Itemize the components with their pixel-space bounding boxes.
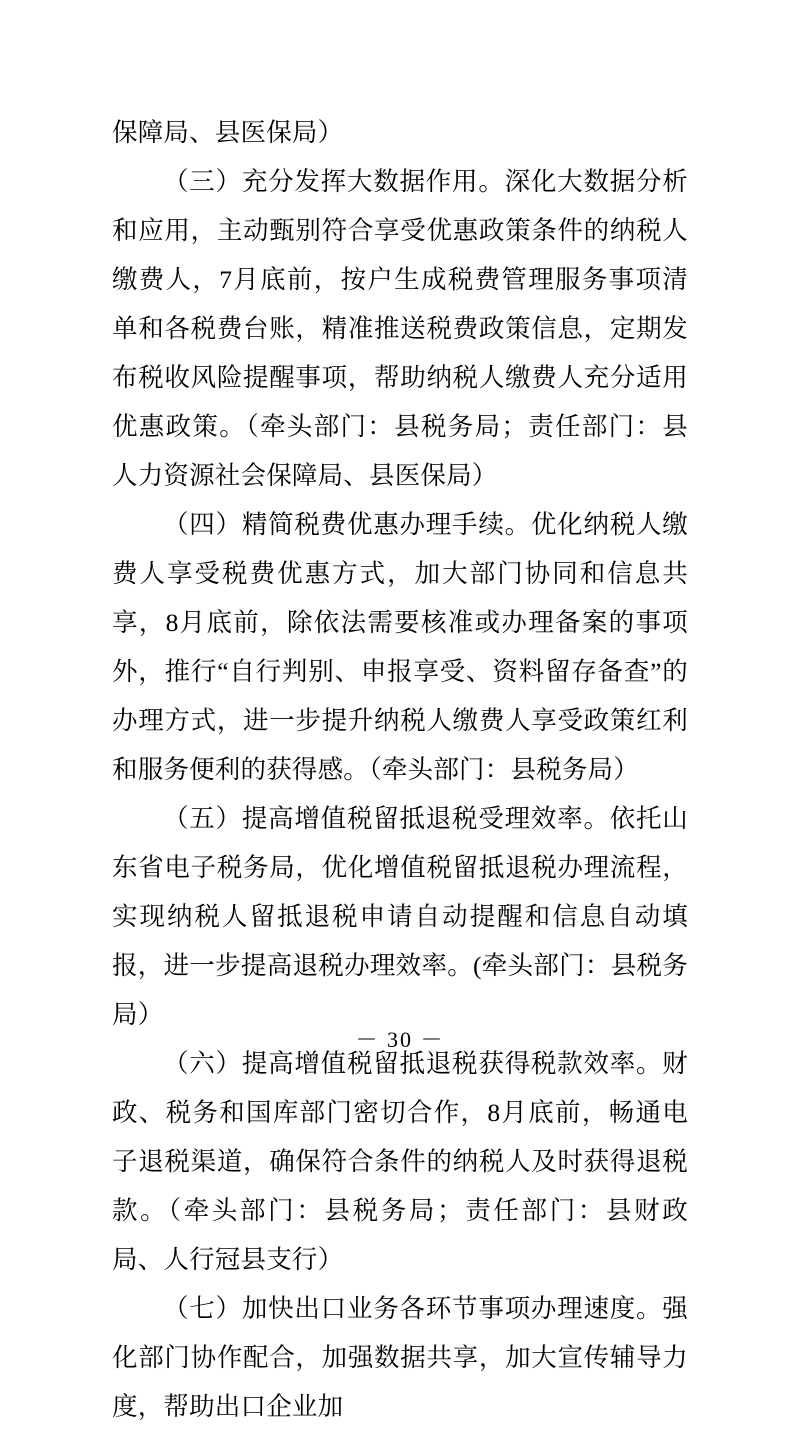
paragraph-item-3: （三）充分发挥大数据作用。深化大数据分析和应用，主动甄别符合享受优惠政策条件的纳税人缴费人，7月底前，按户生成税费管理服务事项清单和各税费台账，精准推送税费政策信息，定期发布税收风险提醒事项，帮助纳税人缴费人充分适用优惠政策。（牵头部门：县税务局；责任部门：县人力资源社会保障局、县医保局） <box>112 167 688 490</box>
paragraph-item-6: （六）提高增值税留抵退税获得税款效率。财政、税务和国库部门密切合作，8月底前，畅通电子退税渠道，确保符合条件的纳税人及时获得退税款。（牵头部门：县税务局；责任部门：县财政局、人行冠县支行） <box>112 1049 688 1274</box>
paragraph-item-7: （七）加快出口业务各环节事项办理速度。强化部门协作配合，加强数据共享，加大宣传辅导力度，帮助出口企业加 <box>112 1294 688 1421</box>
page-number: － 30 － <box>355 1027 445 1052</box>
document-body <box>112 108 688 1431</box>
paragraph-item-4: （四）精简税费优惠办理手续。优化纳税人缴费人享受税费优惠方式，加大部门协同和信息共享，8月底前，除依法需要核准或办理备案的事项外，推行“自行判别、申报享受、资料留存备查”的办理方式，进一步提升纳税人缴费人享受政策红利和服务便利的获得感。（牵头部门：县税务局） <box>112 510 688 784</box>
paragraph-item-5: （五）提高增值税留抵退税受理效率。依托山东省电子税务局，优化增值税留抵退税办理流程，实现纳税人留抵退税申请自动提醒和信息自动填报，进一步提高退税办理效率。(牵头部门：县税务局） <box>112 804 688 1029</box>
paragraph-continued-line: 保障局、县医保局） <box>112 118 344 147</box>
